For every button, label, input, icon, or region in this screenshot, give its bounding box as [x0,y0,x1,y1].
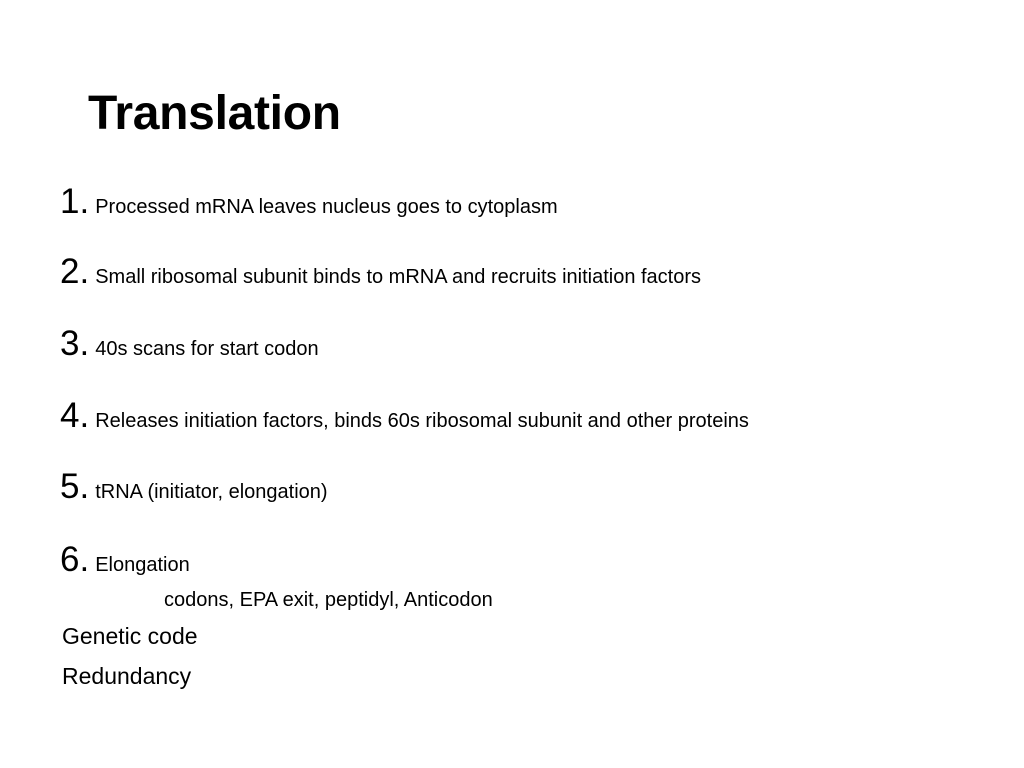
list-number: 6. [60,540,90,579]
list-item-text: Releases initiation factors, binds 60s ribosomal subunit and other proteins [95,410,749,432]
list-number: 3. [60,324,90,363]
list-item-4 [60,398,749,433]
list-item-5 [60,469,328,504]
line-genetic-code: Genetic code [62,623,198,649]
list-number: 4. [60,396,90,435]
sub-item: codons, EPA exit, peptidyl, Anticodon [164,589,493,611]
slide-title: Translation [88,87,341,140]
list-item-text: tRNA (initiator, elongation) [95,481,328,503]
list-number: 1. [60,182,90,221]
list-item-2 [60,254,701,289]
list-item-6 [60,542,190,577]
list-item-text: Processed mRNA leaves nucleus goes to cytoplasm [95,196,558,218]
list-number: 5. [60,467,90,506]
list-item-1 [60,184,558,219]
list-item-text: Elongation [95,554,190,576]
list-number: 2. [60,252,90,291]
list-item-text: 40s scans for start codon [95,338,319,360]
list-item-text: Small ribosomal subunit binds to mRNA and recruits initiation factors [95,266,702,288]
line-redundancy: Redundancy [62,663,192,689]
list-item-3 [60,326,319,361]
